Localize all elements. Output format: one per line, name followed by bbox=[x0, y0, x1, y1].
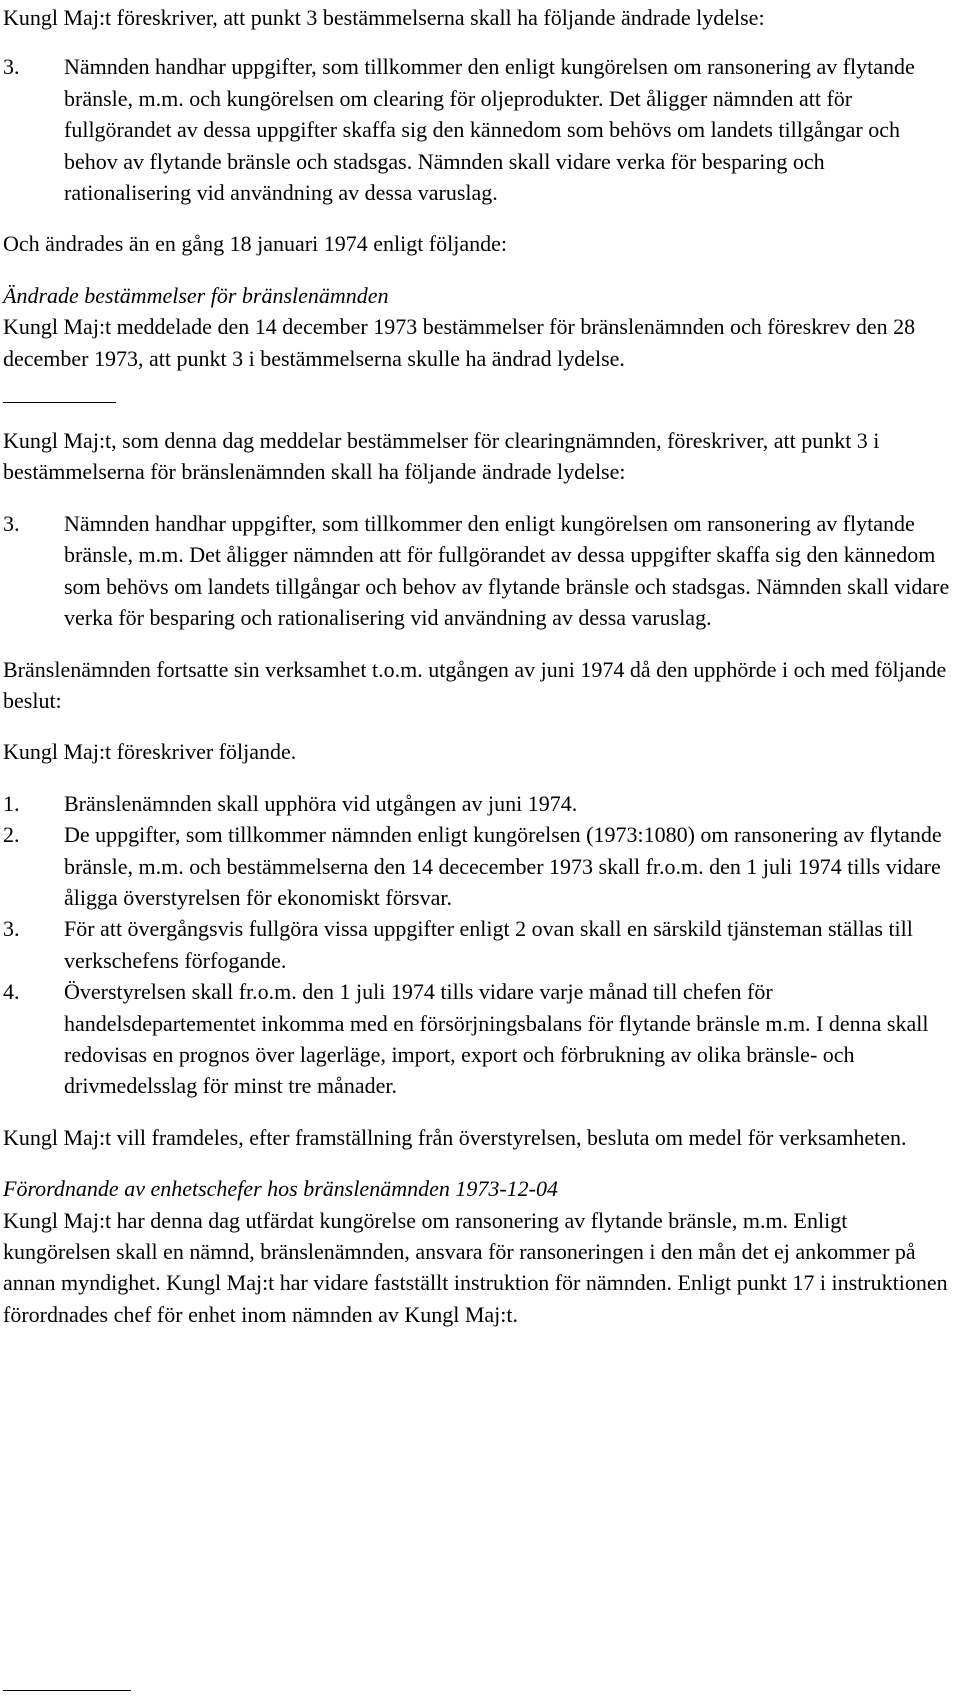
body-paragraph: Kungl Maj:t föreskriver följande. bbox=[3, 739, 297, 765]
body-paragraph: Kungl Maj:t, som denna dag meddelar bestämmelser för clearingnämnden, föreskriver, att punkt 3 i bestämmelserna för bränslenämnden skall ha följande ändrade lydelse: bbox=[3, 428, 880, 485]
list-item bbox=[3, 788, 953, 819]
numbered-item bbox=[3, 51, 953, 208]
item-number: 1. bbox=[3, 790, 20, 816]
item-text: Nämnden handhar uppgifter, som tillkommer den enligt kungörelsen om ransonering av flytande bränsle, m.m. och kungörelsen om clearing för oljeprodukter. Det åligger nämnden att för fullgörandet av dessa uppgifter skaffa sig den kännedom som behövs om landets tillgångar och behov av flytande bränsle och stadsgas. Nämnden skall vidare verka för besparing och rationalisering vid användning av dessa varuslag. bbox=[64, 54, 915, 206]
body-paragraph: Kungl Maj:t har denna dag utfärdat kungörelse om ransonering av flytande bränsle, m.m. Enligt kungörelsen skall en nämnd, bränslenämnden, ansvara för ransoneringen i den mån det ej ankommer på annan myndighet. Kungl Maj:t har vidare fastställt instruktion för nämnden. Enligt punkt 17 i instruktionen förordnades chef för enhet inom nämnden av Kungl Maj:t. bbox=[3, 1207, 948, 1327]
intro-paragraph: Kungl Maj:t föreskriver, att punkt 3 bestämmelserna skall ha följande ändrade lydelse: bbox=[3, 5, 765, 30]
item-text: De uppgifter, som tillkommer nämnden enligt kungörelsen (1973:1080) om ransonering av flytande bränsle, m.m. och bestämmelserna den 14 dececember 1973 skall fr.o.m. den 1 juli 1974 tills vidare åligga överstyrelsen för ekonomiskt försvar. bbox=[64, 822, 942, 910]
item-number: 2. bbox=[3, 822, 20, 848]
body-paragraph: Kungl Maj:t vill framdeles, efter framställning från överstyrelsen, besluta om medel för verksamheten. bbox=[3, 1124, 907, 1150]
list-item bbox=[3, 913, 953, 976]
item-text: Överstyrelsen skall fr.o.m. den 1 juli 1974 tills vidare varje månad till chefen för handelsdepartementet inkomma med en försörjningsbalans för flytande bränsle m.m. I denna skall redovisas en prognos över lagerläge, import, export och förbrukning av olika bränsle- och drivmedelsslag för minst tre månader. bbox=[64, 979, 929, 1099]
body-paragraph: Bränslenämnden fortsatte sin verksamhet t.o.m. utgången av juni 1974 då den upphörde i och med följande beslut: bbox=[3, 656, 947, 713]
section-heading: Förordnande av enhetschefer hos bränslenämnden 1973-12-04 bbox=[3, 1176, 558, 1202]
list-item bbox=[3, 819, 953, 913]
item-number: 3. bbox=[3, 916, 20, 942]
document-page bbox=[3, 2, 953, 1330]
item-number: 3. bbox=[3, 510, 20, 536]
decision-list bbox=[3, 788, 953, 1102]
footnote-rule bbox=[3, 1690, 131, 1691]
item-text: För att övergångsvis fullgöra vissa uppgifter enligt 2 ovan skall en särskild tjänsteman ställas till verkschefens förfogande. bbox=[64, 916, 913, 973]
amendment-note: Och ändrades än en gång 18 januari 1974 enligt följande: bbox=[3, 231, 508, 257]
item-text: Bränslenämnden skall upphöra vid utgången av juni 1974. bbox=[64, 790, 578, 816]
body-paragraph: Kungl Maj:t meddelade den 14 december 1973 bestämmelser för bränslenämnden och föreskrev den 28 december 1973, att punkt 3 i bestämmelserna skulle ha ändrad lydelse. bbox=[3, 314, 916, 371]
section-heading: Ändrade bestämmelser för bränslenämnden bbox=[3, 282, 389, 308]
item-number: 4. bbox=[3, 979, 20, 1005]
list-item bbox=[3, 976, 953, 1102]
item-number: 3. bbox=[3, 54, 20, 80]
numbered-item bbox=[3, 508, 953, 634]
separator-rule bbox=[3, 402, 116, 403]
item-text: Nämnden handhar uppgifter, som tillkommer den enligt kungörelsen om ransonering av flytande bränsle, m.m. Det åligger nämnden att för fullgörandet av dessa uppgifter skaffa sig den kännedom som behövs om landets tillgångar och behov av flytande bränsle och stadsgas. Nämnden skall vidare verka för besparing och rationalisering vid användning av dessa varuslag. bbox=[64, 510, 950, 631]
